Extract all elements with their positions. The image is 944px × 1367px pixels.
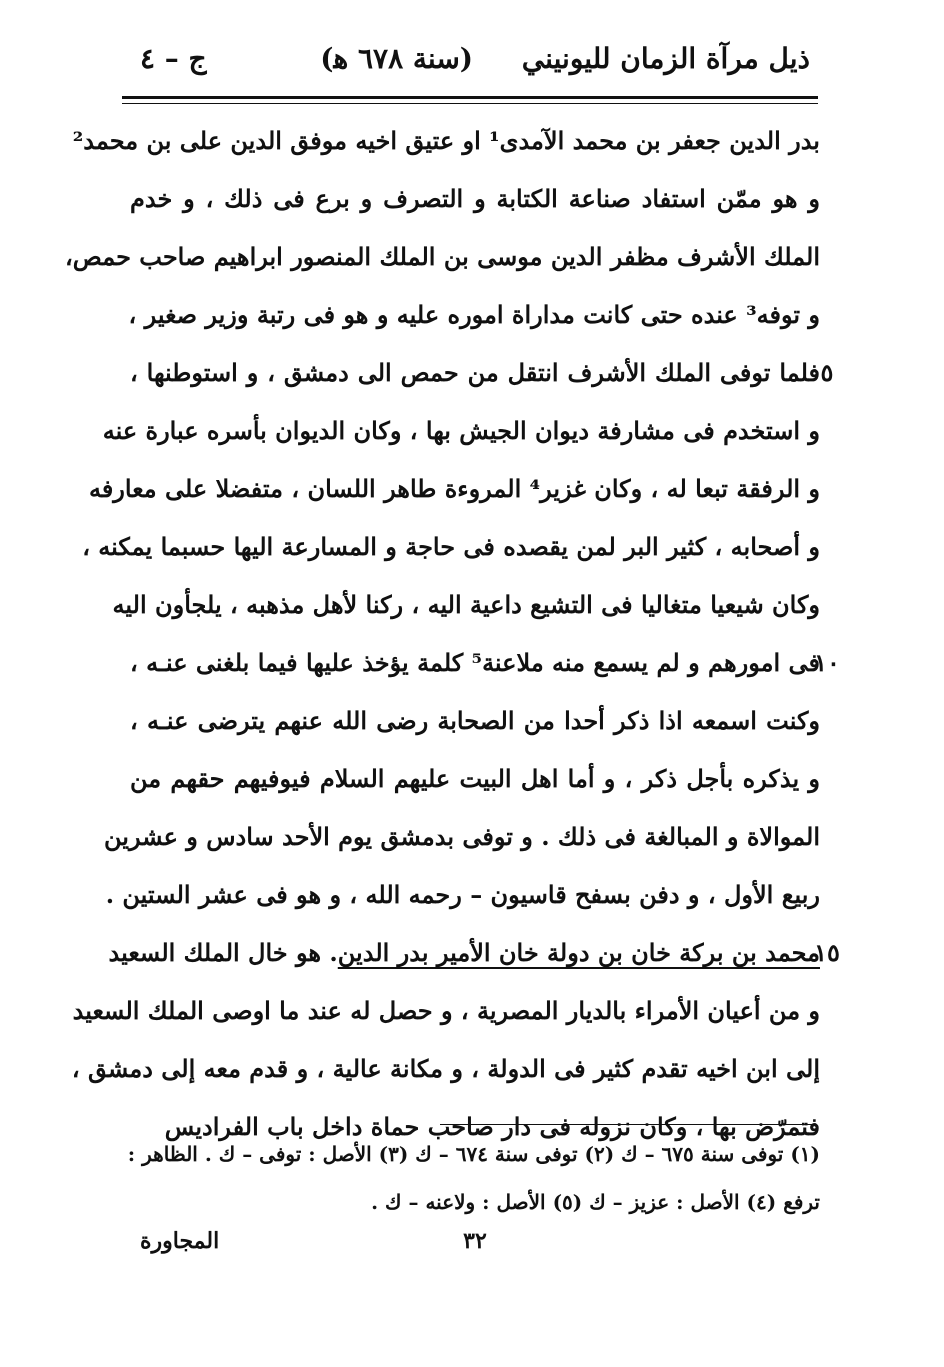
header-title [320, 42, 810, 75]
text-line: بدر الدين جعفر بن محمد الآمدى¹ او عتيق اخيه موفق الدين على بن محمد² [72, 126, 820, 155]
volume-label: ج – ٤ [140, 42, 207, 75]
text-line: و أصحابه ، كثير البر لمن يقصده فى حاجة و المسارعة اليها حسبما يمكنه ، [82, 532, 820, 561]
entry-heading-line [108, 924, 820, 982]
text-line: و الرفقة تبعا له ، وكان غزير⁴ المروءة طاهر اللسان ، متفضلا على معارفه [88, 474, 820, 503]
text-line: ربيع الأول ، و دفن بسفح قاسيون – رحمه الله ، و هو فى عشر الستين . [105, 880, 820, 909]
text-line: إلى ابن اخيه تقدم كثير فى الدولة ، و مكانة عالية ، و قدم معه إلى دمشق ، [71, 1054, 820, 1083]
line-number: ١٠ [814, 648, 840, 677]
text-line: الموالاة و المبالغة فى ذلك . و توفى بدمشق يوم الأحد سادس و عشرين [104, 822, 820, 851]
header-rule-thin [122, 103, 818, 104]
footnote-line: ترفع (٤) الأصل : عزيز – ك (٥) الأصل : ولاعنه – ك . [371, 1190, 820, 1214]
text-line: و يذكره بأجل ذكر ، و أما اهل البيت عليهم السلام فيوفيهم حقهم من [130, 764, 821, 793]
main-text [65, 112, 821, 1156]
text-line: فتمرّض بها ، وكان نزوله فى دار صاحب حماة داخل باب الفراديس [164, 1112, 820, 1141]
catchword: المجاورة [140, 1228, 220, 1254]
text-line: و هو ممّن استفاد صناعة الكتابة و التصرف و برع فى ذلك ، و خدم [130, 184, 820, 213]
running-header [130, 42, 830, 92]
text-line: فى امورهم و لم يسمع منه ملاعنة⁵ كلمة يؤخذ عليها فيما بلغنى عنـه ، [129, 648, 820, 677]
text-line: و استخدم فى مشارفة ديوان الجيش بها ، وكان الديوان بأسره عبارة عنه [102, 416, 820, 445]
page-footer [130, 1228, 820, 1268]
text-line: وكان شيعيا متغاليا فى التشيع داعية اليه ، ركنا لأهل مذهبه ، يلجأون اليه [112, 590, 820, 619]
footnote-rule [440, 1124, 816, 1125]
running-title: ذيل مرآة الزمان لليونيني [521, 42, 810, 75]
line-number: ٥ [820, 358, 834, 387]
header-rule-thick [122, 96, 818, 99]
header-year: (سنة ٦٧٨ ﻫ) [320, 42, 474, 75]
footnote-line: (١) توفى سنة ٦٧٥ – ك (٢) توفى سنة ٦٧٤ – ك (٣) الأصل : توفى – ك . الظاهر : [127, 1142, 820, 1166]
entry-name: محمد بن بركة خان بن دولة خان الأمير بدر الدين [337, 938, 820, 967]
line-number: ١٥ [814, 938, 840, 967]
text-line: فلما توفى الملك الأشرف انتقل من حمص الى دمشق ، و استوطنها ، [130, 358, 820, 387]
text-line: الملك الأشرف مظفر الدين موسى بن الملك المنصور ابراهيم صاحب حمص، [65, 242, 820, 271]
entry-rest: . هو خال الملك السعيد [108, 938, 338, 967]
text-line: وكنت اسمعه اذا ذكر أحدا من الصحابة رضى الله عنهم يترضى عنـه ، [130, 706, 820, 735]
footnotes [127, 1130, 820, 1226]
page-number: ٣٢ [463, 1228, 487, 1254]
text-line: و من أعيان الأمراء بالديار المصرية ، و حصل له عند ما اوصى الملك السعيد [72, 996, 820, 1025]
text-line: و توفه³ عنده حتى كانت مداراة اموره عليه و هو فى رتبة وزير صغير ، [128, 300, 820, 329]
